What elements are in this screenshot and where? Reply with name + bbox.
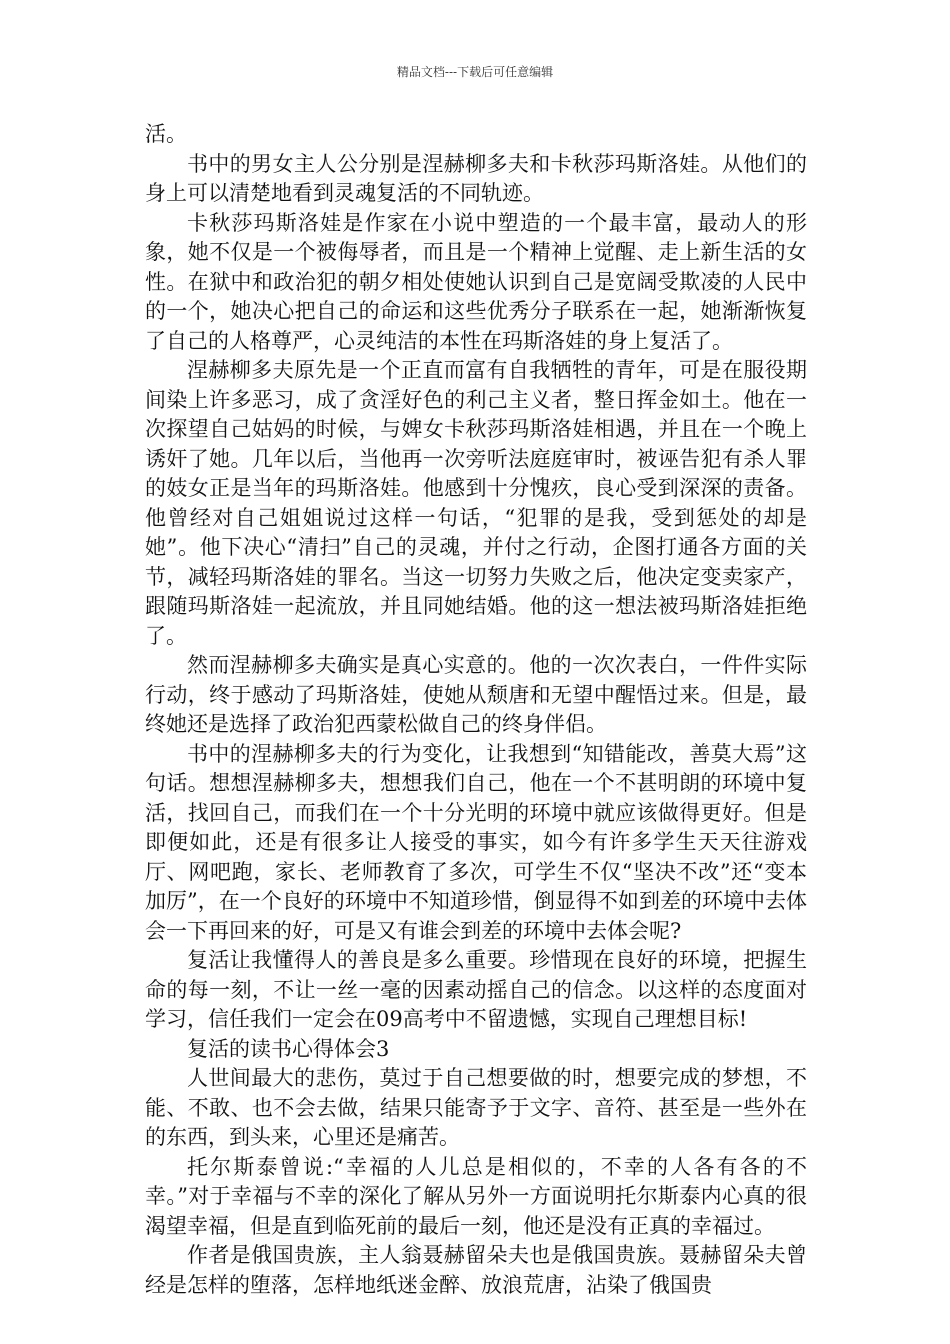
paragraph-8: 人世间最大的悲伤，莫过于自己想要做的时，想要完成的梦想，不能、不敢、也不会去做，结果只能寄予于文字、音符、甚至是一些外在的东西，到头来，心里还是痛苦。 — [145, 1066, 807, 1149]
section-heading: 复活的读书心得体会3 — [187, 1036, 390, 1061]
paragraph-5: 然而涅赫柳多夫确实是真心实意的。他的一次次表白，一件件实际行动，终于感动了玛斯洛娃，使她从颓唐和无望中醒悟过来。但是，最终她还是选择了政治犯西蒙松做自己的终身伴侣。 — [145, 653, 807, 736]
paragraph-2: 书中的男女主人公分别是涅赫柳多夫和卡秋莎玛斯洛娃。从他们的身上可以清楚地看到灵魂复活的不同轨迹。 — [145, 151, 807, 205]
paragraph-9: 托尔斯泰曾说:“幸福的人儿总是相似的，不幸的人各有各的不幸。”对于幸福与不幸的深化了解从另外一方面说明托尔斯泰内心真的很渴望幸福，但是直到临死前的最后一刻，他还是没有正真的幸福过。 — [145, 1154, 807, 1238]
paragraph-10: 作者是俄国贵族，主人翁聂赫留朵夫也是俄国贵族。聂赫留朵夫曾经是怎样的堕落，怎样地纸迷金醉、放浪荒唐，沾染了俄国贵 — [145, 1243, 807, 1297]
page-header: 精品文档---下载后可任意编辑 — [396, 65, 554, 79]
paragraph-3: 卡秋莎玛斯洛娃是作家在小说中塑造的一个最丰富，最动人的形象，她不仅是一个被侮辱者，而且是一个精神上觉醒、走上新生活的女性。在狱中和政治犯的朝夕相处使她认识到自己是宽阔受欺凌的人民中的一个，她决心把自己的命运和这些优秀分子联系在一起，她渐渐恢复了自己的人格尊严，心灵纯洁的本性在玛斯洛娃的身上复活了。 — [145, 210, 807, 353]
paragraph-6: 书中的涅赫柳多夫的行为变化，让我想到“知错能改，善莫大焉”这句话。想想涅赫柳多夫，想想我们自己，他在一个不甚明朗的环境中复活，找回自己，而我们在一个十分光明的环境中就应该做得更好。但是即便如此，还是有很多让人接受的事实，如今有许多学生天天往游戏厅、网吧跑，家长、老师教育了多次，可学生不仅“坚决不改”还“变本加厉”，在一个良好的环境中不知道珍惜，倒显得不如到差的环境中去体会一下再回来的好，可是又有谁会到差的环境中去体会呢? — [145, 741, 807, 943]
paragraph-1: 活。 — [145, 122, 187, 146]
paragraph-7: 复活让我懂得人的善良是多么重要。珍惜现在良好的环境，把握生命的每一刻，不让一丝一毫的因素动摇自己的信念。以这样的态度面对学习，信任我们一定会在09高考中不留遗憾，实现自己理想目标! — [145, 948, 807, 1031]
document-body — [145, 120, 807, 1300]
paragraph-4: 涅赫柳多夫原先是一个正直而富有自我牺牲的青年，可是在服役期间染上许多恶习，成了贪淫好色的利己主义者，整日挥金如土。他在一次探望自己姑妈的时候，与婢女卡秋莎玛斯洛娃相遇，并且在一个晚上诱奸了她。几年以后，当他再一次旁听法庭庭审时，被诬告犯有杀人罪的妓女正是当年的玛斯洛娃。他感到十分愧疚，良心受到深深的责备。他曾经对自己姐姐说过这样一句话，“犯罪的是我，受到惩处的却是她”。他下决心“清扫”自己的灵魂，并付之行动，企图打通各方面的关节，减轻玛斯洛娃的罪名。当这一切努力失败之后，他决定变卖家产，跟随玛斯洛娃一起流放，并且同她结婚。他的这一想法被玛斯洛娃拒绝了。 — [145, 358, 807, 648]
